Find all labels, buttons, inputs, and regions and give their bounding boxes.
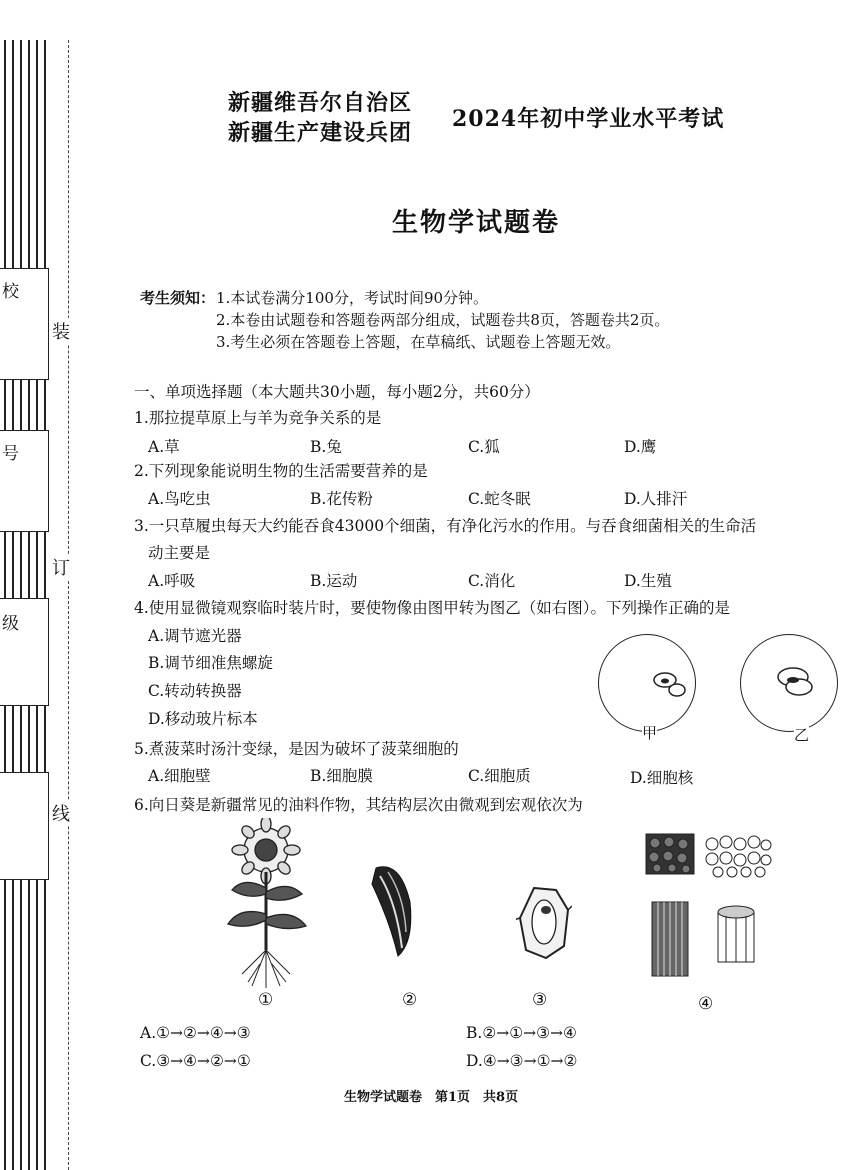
plant-cell-figure (516, 884, 572, 962)
q4-option-c: C.转动转换器 (148, 682, 242, 700)
exam-name: 2024年初中学业水平考试 (452, 106, 725, 132)
binding-char-ding: 订 (52, 554, 70, 580)
notes-label: 考生须知： (140, 289, 216, 307)
number-box (0, 430, 49, 532)
question-6: 6.向日葵是新疆常见的油料作物，其结构层次由微观到宏观依次为 (134, 796, 583, 814)
q6-option-d: D.④→③→①→② (466, 1052, 578, 1070)
q6-option-a: A.①→②→④→③ (140, 1024, 251, 1042)
figure-number-2: ② (402, 990, 418, 1010)
question-1: 1.那拉提草原上与羊为竞争关系的是 (134, 409, 382, 427)
q6-option-b: B.②→①→③→④ (466, 1024, 577, 1042)
q6-option-c: C.③→④→②→① (140, 1052, 251, 1070)
q3-option-b: B.运动 (310, 572, 358, 590)
section-heading: 一、单项选择题（本大题共30小题，每小题2分，共60分） (134, 383, 540, 401)
figure-label-yi: 乙 (794, 726, 810, 744)
school-box (0, 268, 49, 380)
q5-option-d: D.细胞核 (630, 769, 694, 787)
q3-option-c: C.消化 (468, 572, 516, 590)
q5-option-b: B.细胞膜 (310, 767, 373, 785)
question-3-line-1: 3.一只草履虫每天大约能吞食43000个细菌，有净化污水的作用。与吞食细菌相关的生命活 (134, 517, 757, 535)
page-footer: 生物学试题卷 第1页 共8页 (344, 1090, 519, 1105)
number-label: 号 (2, 444, 19, 464)
class-box (0, 598, 49, 706)
microscope-view-b (740, 634, 838, 732)
q1-option-c: C.狐 (468, 438, 500, 456)
q4-option-d: D.移动玻片标本 (148, 710, 258, 728)
question-5: 5.煮菠菜时汤汁变绿，是因为破坏了菠菜细胞的 (134, 740, 459, 758)
q1-option-d: D.鹰 (624, 438, 657, 456)
notes-item-3: 3.考生必须在答题卷上答题，在草稿纸、试题卷上答题无效。 (216, 333, 621, 351)
q2-option-a: A.鸟吃虫 (148, 490, 211, 508)
q5-option-a: A.细胞壁 (148, 767, 211, 785)
q2-option-d: D.人排汗 (624, 490, 688, 508)
region-line-1: 新疆维吾尔自治区 (228, 90, 413, 116)
q1-option-b: B.兔 (310, 438, 342, 456)
q4-option-b: B.调节细准焦螺旋 (148, 654, 273, 672)
question-2: 2.下列现象能说明生物的生活需要营养的是 (134, 462, 428, 480)
plant-tissues-figure (642, 832, 782, 978)
microscope-view-a (598, 634, 696, 732)
q2-option-b: B.花传粉 (310, 490, 373, 508)
question-3-line-2: 动主要是 (148, 544, 211, 562)
sunflower-seed-figure (360, 862, 420, 962)
binding-margin (0, 0, 80, 1170)
q3-option-a: A.呼吸 (148, 572, 196, 590)
figure-number-1: ① (258, 990, 274, 1010)
name-box (0, 772, 49, 880)
figure-number-3: ③ (532, 990, 548, 1010)
q3-option-d: D.生殖 (624, 572, 672, 590)
notes-item-1: 1.本试卷满分100分，考试时间90分钟。 (216, 289, 489, 307)
binding-char-xian: 线 (52, 800, 70, 826)
question-4: 4.使用显微镜观察临时装片时，要使物像由图甲转为图乙（如右图）。下列操作正确的是 (134, 599, 731, 617)
page-title: 生物学试题卷 (392, 208, 561, 238)
class-label: 级 (2, 614, 19, 634)
q1-option-a: A.草 (148, 438, 180, 456)
sunflower-plant-figure (216, 818, 316, 990)
q4-option-a: A.调节遮光器 (148, 627, 242, 645)
notes-item-2: 2.本卷由试题卷和答题卷两部分组成，试题卷共8页，答题卷共2页。 (216, 311, 670, 329)
figure-number-4: ④ (698, 994, 714, 1014)
q2-option-c: C.蛇冬眠 (468, 490, 531, 508)
school-label: 校 (2, 282, 19, 302)
figure-label-jia: 甲 (642, 724, 658, 742)
binding-char-zhuang: 装 (52, 318, 70, 344)
q5-option-c: C.细胞质 (468, 767, 531, 785)
region-line-2: 新疆生产建设兵团 (228, 120, 413, 146)
